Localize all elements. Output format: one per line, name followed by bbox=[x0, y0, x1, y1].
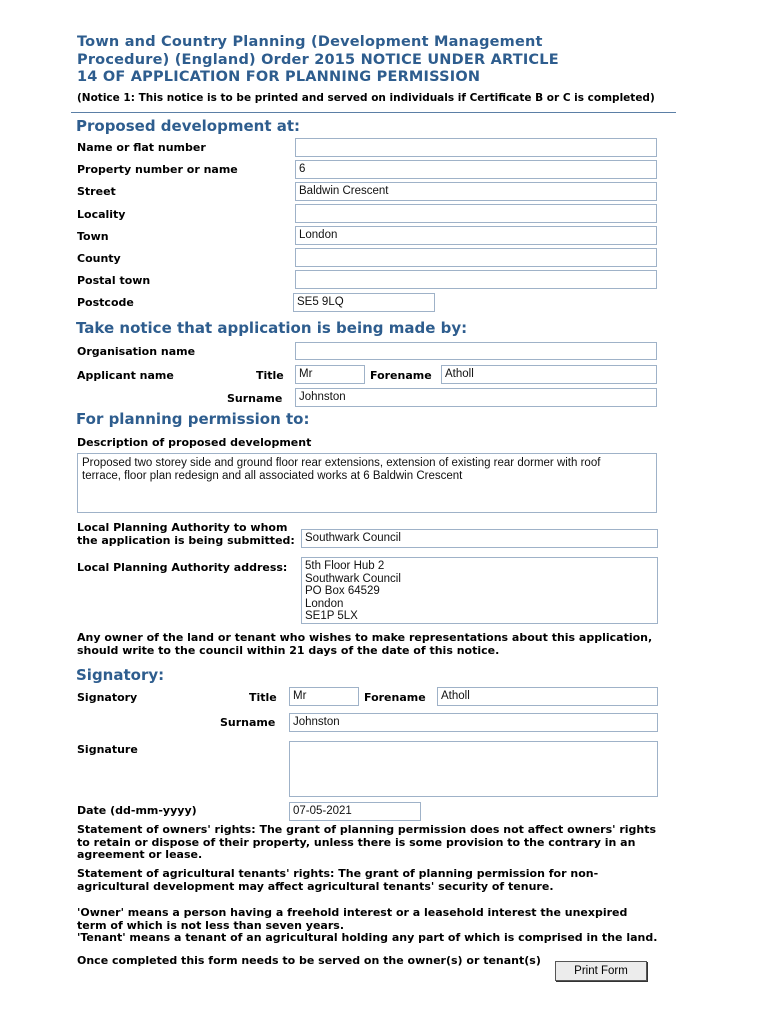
owners-rights-line: Statement of owners' rights: The grant of planning permission does not affect owners' rights bbox=[77, 823, 657, 836]
street-label: Street bbox=[77, 185, 116, 198]
served-instruction: Once completed this form needs to be served on the owner(s) or tenant(s) bbox=[77, 954, 541, 967]
date-field[interactable]: 07-05-2021 bbox=[289, 802, 421, 821]
organisation-field[interactable] bbox=[295, 342, 657, 360]
tenants-rights-line: agricultural development may affect agricultural tenants' security of tenure. bbox=[77, 879, 554, 893]
signature-label: Signature bbox=[77, 743, 138, 756]
lpa-label bbox=[77, 522, 295, 547]
applicant-surname-field[interactable]: Johnston bbox=[295, 388, 657, 407]
tenants-rights-line: Statement of agricultural tenants' rights: The grant of planning permission for non- bbox=[77, 867, 599, 880]
description-field[interactable]: Proposed two storey side and ground floor rear extensions, extension of existing rear dormer with roof terrace, floor plan redesign and all associated works at 6 Baldwin Crescent bbox=[77, 453, 657, 513]
postcode-label: Postcode bbox=[77, 296, 134, 309]
property-label: Property number or name bbox=[77, 163, 238, 176]
section-applicant: Take notice that application is being made by: bbox=[76, 319, 468, 337]
description-label: Description of proposed development bbox=[77, 436, 312, 449]
definitions-text bbox=[77, 907, 677, 945]
header-divider bbox=[71, 112, 676, 113]
form-title bbox=[77, 34, 677, 87]
lpa-address-field[interactable]: 5th Floor Hub 2 Southwark Council PO Box 64529 London SE1P 5LX bbox=[301, 557, 658, 624]
locality-field[interactable] bbox=[295, 204, 657, 223]
town-label: Town bbox=[77, 230, 109, 243]
signatory-title-field[interactable]: Mr bbox=[289, 687, 359, 706]
signatory-title-label: Title bbox=[249, 691, 277, 704]
applicant-forename-label: Forename bbox=[370, 369, 432, 382]
title-line: Town and Country Planning (Development Management bbox=[77, 34, 543, 50]
applicant-surname-label: Surname bbox=[227, 392, 283, 405]
notice-text: (Notice 1: This notice is to be printed and served on individuals if Certificate B or C is completed) bbox=[77, 92, 655, 104]
print-form-button[interactable]: Print Form bbox=[555, 961, 647, 981]
signatory-forename-label: Forename bbox=[364, 691, 426, 704]
applicant-name-label: Applicant name bbox=[77, 369, 174, 382]
flat-number-field[interactable] bbox=[295, 138, 657, 157]
representations-line: should write to the council within 21 days of the date of this notice. bbox=[77, 643, 500, 657]
owners-rights-line: to retain or dispose of their property, unless there is some provision to the contrary in an bbox=[77, 835, 636, 849]
date-label: Date (dd-mm-yyyy) bbox=[77, 804, 197, 817]
signatory-surname-label: Surname bbox=[220, 716, 276, 729]
street-field[interactable]: Baldwin Crescent bbox=[295, 182, 657, 201]
representations-line: Any owner of the land or tenant who wishes to make representations about this application, bbox=[77, 631, 653, 644]
lpa-field[interactable]: Southwark Council bbox=[301, 529, 658, 548]
title-line: Procedure) (England) Order 2015 NOTICE UNDER ARTICLE bbox=[77, 51, 559, 68]
signatory-label: Signatory bbox=[77, 691, 138, 704]
applicant-title-field[interactable]: Mr bbox=[295, 365, 365, 384]
signatory-surname-field[interactable]: Johnston bbox=[289, 713, 658, 732]
section-signatory: Signatory: bbox=[76, 666, 165, 684]
tenants-rights-text bbox=[77, 868, 677, 893]
owners-rights-line: agreement or lease. bbox=[77, 848, 203, 861]
section-planning-permission: For planning permission to: bbox=[76, 410, 310, 428]
title-line: 14 OF APPLICATION FOR PLANNING PERMISSION bbox=[77, 69, 481, 85]
locality-label: Locality bbox=[77, 208, 126, 221]
owner-definition-line: term of which is not less than seven years. bbox=[77, 918, 345, 932]
tenant-definition-line: 'Tenant' means a tenant of an agricultural holding any part of which is comprised in the land. bbox=[77, 931, 658, 944]
property-number-field[interactable]: 6 bbox=[295, 160, 657, 179]
county-label: County bbox=[77, 252, 121, 265]
section-proposed-development: Proposed development at: bbox=[76, 117, 301, 135]
organisation-label: Organisation name bbox=[77, 345, 196, 358]
town-field[interactable]: London bbox=[295, 226, 657, 245]
postal-town-field[interactable] bbox=[295, 270, 657, 289]
postal-town-label: Postal town bbox=[77, 274, 151, 287]
applicant-title-label: Title bbox=[256, 369, 284, 382]
lpa-label-line: Local Planning Authority to whom bbox=[77, 521, 288, 534]
county-field[interactable] bbox=[295, 248, 657, 267]
signature-field[interactable] bbox=[289, 741, 658, 797]
owners-rights-text bbox=[77, 824, 677, 862]
lpa-label-line: the application is being submitted: bbox=[77, 533, 295, 547]
postcode-field[interactable]: SE5 9LQ bbox=[293, 293, 435, 312]
owner-definition-line: 'Owner' means a person having a freehold interest or a leasehold interest the unexpired bbox=[77, 906, 628, 919]
flat-label: Name or flat number bbox=[77, 141, 206, 154]
signatory-forename-field[interactable]: Atholl bbox=[437, 687, 658, 706]
representations-text bbox=[77, 632, 677, 657]
lpa-address-label: Local Planning Authority address: bbox=[77, 561, 288, 574]
applicant-forename-field[interactable]: Atholl bbox=[441, 365, 657, 384]
